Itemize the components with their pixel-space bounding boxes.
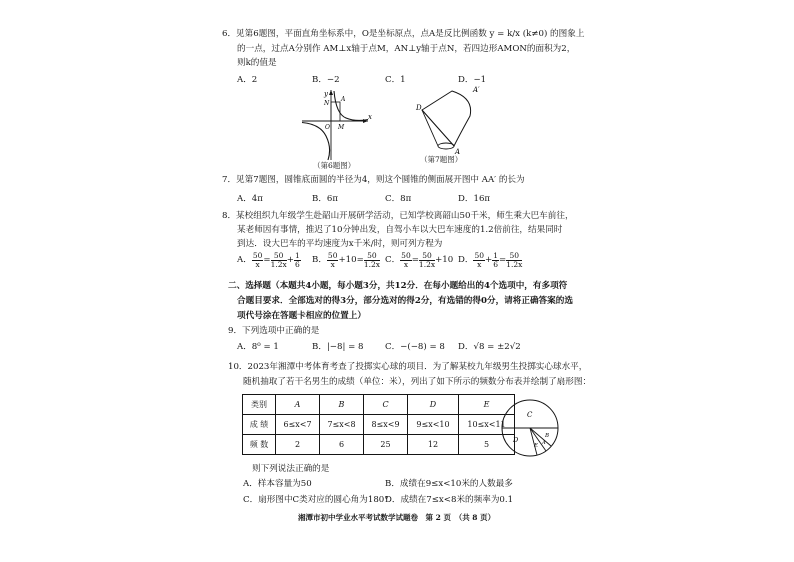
equals: =	[263, 255, 271, 266]
q6-option-b: B．−2	[312, 75, 340, 85]
table-header-cell: E	[459, 395, 515, 415]
fraction	[327, 252, 339, 269]
section-2-line2: 合题目要求．全部选对的得3分，部分选对的得2分，有选错的得0分，请将正确答案的选	[237, 296, 573, 306]
pie-chart	[500, 398, 564, 462]
fig6-x-label: x	[368, 113, 372, 121]
q8-option-b	[312, 252, 380, 269]
plus-ten: +10	[435, 255, 454, 266]
fig6-n-label: N	[324, 100, 330, 107]
q8-option-d	[458, 252, 522, 269]
denominator: x	[403, 259, 409, 269]
q8-a-label: A．	[237, 255, 252, 266]
table-header-cell: B	[320, 395, 364, 415]
fig6-o-label: O	[325, 124, 330, 131]
q8-option-a	[237, 252, 301, 269]
pie-label-b: B	[545, 433, 550, 439]
table-cell: 10≤x<11	[459, 415, 515, 435]
numerator: 50	[506, 252, 522, 261]
numerator: 1	[294, 251, 300, 260]
q8-line2: 某老师因有事情，推迟了10分钟出发，自驾小车以大巴车速度的1.2倍前往，结果同时	[237, 225, 563, 235]
table-cell: 2	[276, 435, 320, 455]
q10-option-a: A．样本容量为50	[243, 479, 312, 489]
q6-line1: 6．见第6题图，平面直角坐标系中，O是坐标原点，点A是反比例函数 y = k/x (k≠0) 的图象上	[222, 29, 585, 39]
table-row	[243, 395, 515, 415]
q8-d-label: D．	[458, 255, 474, 266]
q10-option-c: C．扇形图中C类对应的圆心角为180°	[243, 495, 389, 505]
table-cell: 9≤x<10	[408, 415, 459, 435]
q7-stem: 7．见第7题图，圆锥底面圆的半径为4，则这个圆锥的侧面展开图中 AA′ 的长为	[222, 175, 525, 185]
denominator: x	[330, 259, 335, 269]
table-cell: 6≤x<7	[276, 415, 320, 435]
table-header-cell: A	[276, 395, 320, 415]
numerator: 50	[327, 251, 338, 260]
numerator: 50	[271, 252, 287, 261]
table-cell: 6	[320, 435, 364, 455]
fig7-d-label: D	[416, 104, 422, 112]
fraction	[419, 252, 435, 269]
denominator: 1.2x	[506, 259, 523, 269]
q6-option-d: D．−1	[458, 75, 487, 85]
numerator: 50	[401, 251, 411, 260]
equals: =	[499, 255, 507, 266]
section-2-line1: 二、选择题（本题共4小题，每小题3分，共12分．在每小题给出的4个选项中，有多项符	[228, 281, 568, 291]
fraction	[271, 252, 287, 269]
q8-c-label: C．	[385, 255, 401, 266]
section-2-line3: 项代号涂在答题卡相应的位置上）	[237, 311, 366, 321]
q6-line2: 的一点，过点A分别作 AM⊥x轴于点M，AN⊥y轴于点N，若四边形AMON的面积为2，	[237, 44, 576, 54]
table-cell: 8≤x<9	[364, 415, 408, 435]
numerator: 50	[252, 251, 263, 260]
q8-line3: 到达．设大巴车的平均速度为x千米/时，则可列方程为	[237, 239, 443, 249]
q8-b-label: B．	[312, 255, 327, 266]
fraction	[294, 252, 301, 269]
q6-option-c: C．1	[385, 75, 406, 85]
q6-option-a: A．2	[237, 75, 258, 85]
fraction	[252, 252, 264, 269]
q8-option-c	[385, 252, 453, 269]
denominator: 1.2x	[270, 259, 287, 269]
q10-line1: 10．2023年湘潭中考体育考查了投掷实心球的项目．为了解某校九年级男生投掷实心球水平，	[228, 362, 588, 372]
table-row	[243, 435, 515, 455]
q10-option-b: B．成绩在9≤x<10米的人数最多	[385, 479, 513, 489]
q9-option-a: A．8⁰ = 1	[237, 342, 279, 352]
frequency-table	[242, 394, 515, 455]
numerator: 50	[474, 251, 485, 260]
numerator: 1	[493, 251, 499, 260]
numerator: 50	[364, 252, 380, 261]
fraction	[473, 252, 485, 269]
equals: =	[411, 255, 419, 266]
table-header-cell: C	[364, 395, 408, 415]
denominator: 1.2x	[363, 259, 380, 269]
plus: +	[286, 255, 294, 266]
q10-line2: 随机抽取了若干名男生的成绩（单位：米），列出了如下所示的频数分布表并绘制了扇形图：	[243, 377, 592, 387]
q7-option-d: D．16π	[458, 194, 491, 204]
q10-option-d: D．成绩在7≤x<8米的频率为0.1	[385, 495, 514, 505]
table-cell: 成 绩	[243, 415, 276, 435]
page-footer: 湘潭市初中学业水平考试数学试题卷 第 2 页 （共 8 页）	[298, 513, 496, 522]
numerator: 50	[419, 252, 435, 261]
plus-ten-equals: +10=	[338, 255, 364, 266]
figure-6-hyperbola	[298, 88, 388, 163]
denominator: 6	[493, 259, 499, 269]
denominator: 1.2x	[418, 259, 436, 269]
table-cell: 12	[408, 435, 459, 455]
fig7-aprime-label: A′	[473, 86, 480, 94]
table-cell: 频 数	[243, 435, 276, 455]
table-header-cell: 类别	[243, 395, 276, 415]
table-cell: 5	[459, 435, 515, 455]
q6-line3: 则k的值是	[237, 58, 277, 68]
fig6-caption: （第6题图）	[313, 161, 356, 170]
figure-7-cone	[400, 84, 480, 159]
denominator: 6	[294, 259, 300, 269]
fig7-caption: （第7题图）	[420, 155, 463, 164]
pie-label-e: E	[534, 443, 539, 449]
fig6-y-label: y	[324, 90, 328, 98]
q7-option-b: B．6π	[312, 194, 339, 204]
q9-stem: 9．下列选项中正确的是	[228, 326, 320, 336]
q9-option-c: C．−(−8) = 8	[385, 342, 445, 352]
table-cell: 7≤x<8	[320, 415, 364, 435]
denominator: x	[255, 259, 260, 269]
fraction	[506, 252, 522, 269]
q9-option-d: D．√8 = ±2√2	[458, 342, 521, 352]
fig6-a-label: A	[341, 96, 346, 103]
pie-label-d: D	[513, 436, 519, 444]
q10-then: 则下列说法正确的是	[252, 464, 330, 474]
fraction	[364, 252, 380, 269]
fraction	[400, 252, 412, 269]
pie-label-a: A	[542, 440, 546, 446]
fig7-a-label: A	[455, 148, 461, 156]
q9-option-b: B．|−8| = 8	[312, 342, 364, 352]
fig6-m-label: M	[338, 124, 345, 131]
plus: +	[485, 255, 493, 266]
q8-line1: 8．某校组织九年级学生赴韶山开展研学活动，已知学校离韶山50千米，师生乘大巴车前往，	[222, 211, 574, 221]
q7-option-c: C．8π	[385, 194, 412, 204]
table-cell: 25	[364, 435, 408, 455]
denominator: x	[477, 259, 482, 269]
table-header-cell: D	[408, 395, 459, 415]
fraction	[492, 252, 499, 269]
pie-label-c: C	[527, 411, 533, 419]
table-row	[243, 415, 515, 435]
q7-option-a: A．4π	[237, 194, 263, 204]
